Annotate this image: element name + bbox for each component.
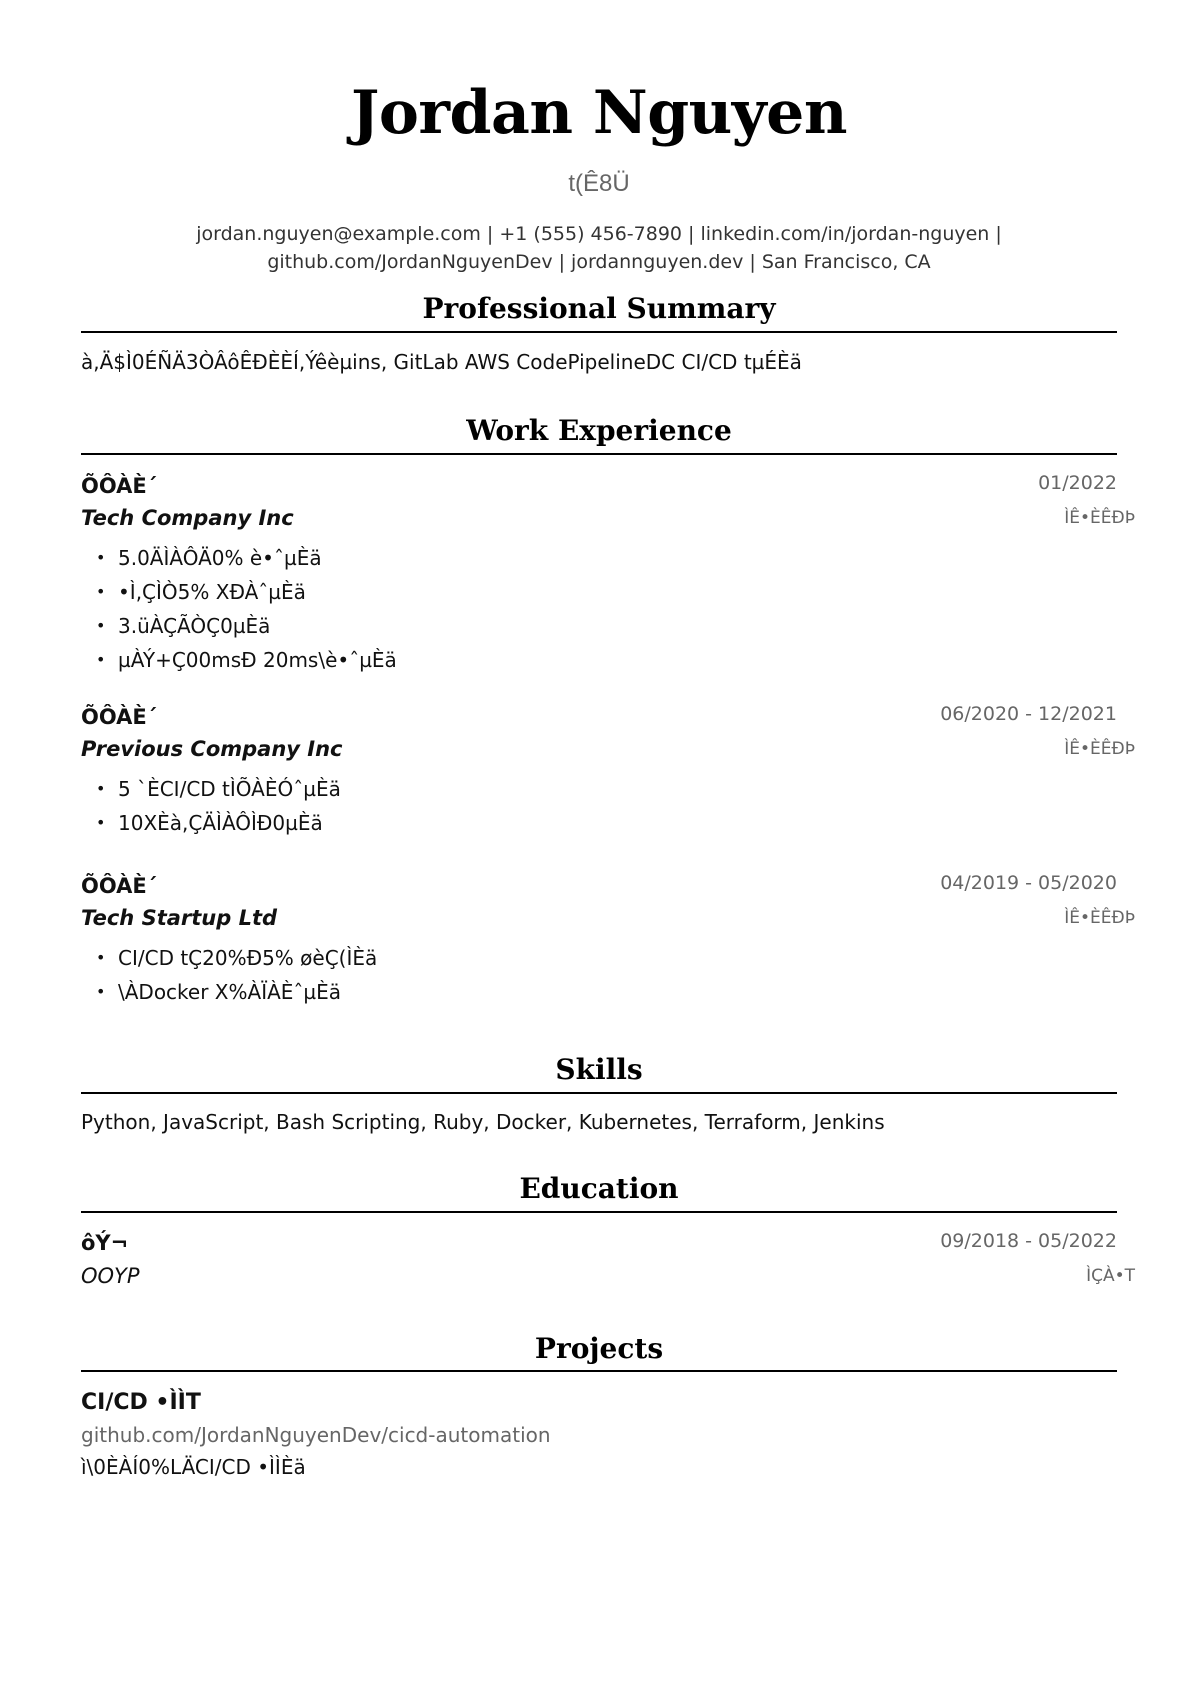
contact-line-2: github.com/JordanNguyenDev | jordannguyen.dev | San Francisco, CA xyxy=(267,251,931,273)
job-date: 04/2019 - 05/2020 xyxy=(940,872,1117,894)
bullet-icon: • xyxy=(96,948,106,967)
summary-divider xyxy=(81,331,1117,333)
job-company: Tech Startup Ltd xyxy=(81,906,278,930)
education-location: ÌÇÀ•T xyxy=(1086,1266,1135,1286)
contact-line-1: jordan.nguyen@example.com | +1 (555) 456-7890 | linkedin.com/in/jordan-nguyen | xyxy=(196,223,1002,245)
skills-divider xyxy=(81,1092,1117,1094)
skills-text: Python, JavaScript, Bash Scripting, Ruby, Docker, Kubernetes, Terraform, Jenkins xyxy=(81,1110,885,1134)
project-description: ì\0ÈÀÍ0%LÄCI/CD •ÌÌÈä xyxy=(81,1455,306,1479)
job-location: ÌÊ•ÈÊÐÞ xyxy=(1064,739,1135,759)
candidate-name: Jordan Nguyen xyxy=(351,78,847,148)
bullet-icon: • xyxy=(96,982,106,1001)
contact-info xyxy=(81,220,1117,276)
candidate-subtitle: t(Ê8Ü xyxy=(568,170,630,197)
list-item: • 10XÈà,ÇÄÌÀÔÌÐ0µÈä xyxy=(81,806,341,840)
list-item: • 5 `ÈCI/CD tÌÕÀÈÓˆµÈä xyxy=(81,772,341,806)
list-item: • •Ì,ÇÌÒ5% XÐÀˆµÈä xyxy=(81,575,397,609)
job-location: ÌÊ•ÈÊÐÞ xyxy=(1064,908,1135,928)
job-company: Tech Company Inc xyxy=(81,506,294,530)
education-heading: Education xyxy=(519,1172,679,1205)
job-bullets xyxy=(81,941,377,1009)
job-title: ÕÔÀÈ´ xyxy=(81,474,158,498)
job-company: Previous Company Inc xyxy=(81,737,343,761)
list-item: • 3.üÀÇÃÒÇ0µÈä xyxy=(81,609,397,643)
job-title: ÕÔÀÈ´ xyxy=(81,705,158,729)
job-date: 06/2020 - 12/2021 xyxy=(940,703,1117,725)
bullet-icon: • xyxy=(96,548,106,567)
project-title: CI/CD •ÌÌT xyxy=(81,1390,201,1415)
job-bullets xyxy=(81,541,397,677)
job-location: ÌÊ•ÈÊÐÞ xyxy=(1064,508,1135,528)
projects-heading: Projects xyxy=(534,1332,664,1365)
experience-divider xyxy=(81,453,1117,455)
degree: OOYP xyxy=(81,1264,140,1288)
bullet-icon: • xyxy=(96,616,106,635)
project-link[interactable]: github.com/JordanNguyenDev/cicd-automation xyxy=(81,1423,551,1447)
bullet-icon: • xyxy=(96,650,106,669)
job-title: ÕÔÀÈ´ xyxy=(81,874,158,898)
education-divider xyxy=(81,1211,1117,1213)
bullet-icon: • xyxy=(96,779,106,798)
list-item: • µÀÝ+Ç00msÐ 20ms\è•ˆµÈä xyxy=(81,643,397,677)
summary-heading: Professional Summary xyxy=(422,292,776,325)
job-bullets xyxy=(81,772,341,840)
skills-heading: Skills xyxy=(555,1053,643,1086)
bullet-icon: • xyxy=(96,813,106,832)
experience-heading: Work Experience xyxy=(466,414,732,447)
school-name: ôÝ¬ xyxy=(81,1231,129,1255)
list-item: • 5.0ÄÌÀÔÄ0% è•ˆµÈä xyxy=(81,541,397,575)
projects-divider xyxy=(81,1370,1117,1372)
list-item: • \ÀDocker X%ÀÏÀÈˆµÈä xyxy=(81,975,377,1009)
job-date: 01/2022 xyxy=(1038,472,1117,494)
summary-text: à,Ä$Ì0ÉÑÄ3ÒÂôÊÐÈÈÍ,Ýêèµins, GitLab AWS CodePipelineDC CI/CD tµÉÈä xyxy=(81,350,802,374)
education-date: 09/2018 - 05/2022 xyxy=(940,1230,1117,1252)
list-item: • CI/CD tÇ20%Ð5% øèÇ(ÌÈä xyxy=(81,941,377,975)
bullet-icon: • xyxy=(96,582,106,601)
